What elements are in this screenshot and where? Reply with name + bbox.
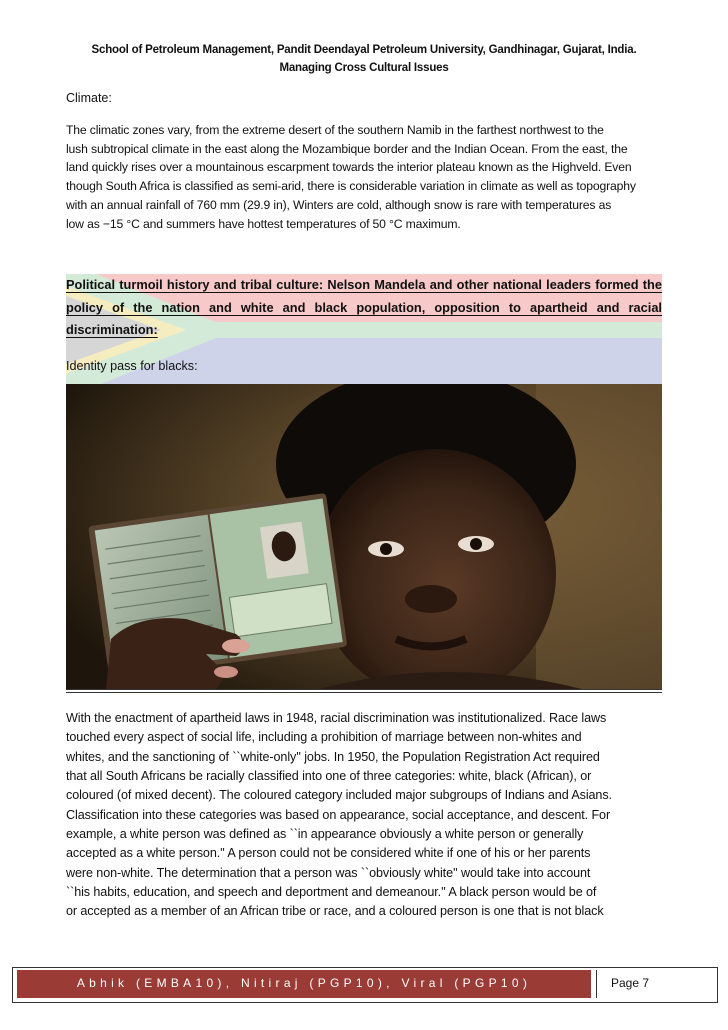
page-number: Page 7 [611,976,650,990]
footer-page-box [596,970,711,998]
text-line: or accepted as a member of an African tribe or race, and a coloured person is one that is not black [66,904,604,919]
identity-pass-photo [66,384,662,690]
text-line: were non-white. The determination that a person was ``obviously white'' would take into account [66,865,591,880]
text-line: that all South Africans be racially classified into one of three categories: white, black (African), or [66,769,592,784]
text-line: accepted as a white person.'' A person could not be considered white if one of his or her parents [66,846,591,861]
footer-authors: Abhik (EMBA10), Nitiraj (PGP10), Viral (PGP10) [76,976,532,990]
text-line: land quickly rises over a mountainous escarpment towards the interior plateau known as the Highveld. Even [66,160,632,175]
text-line: Classification into these categories was based on appearance, social acceptance, and descent. For [66,807,611,822]
text-line: lush subtropical climate in the east along the Mozambique border and the Indian Ocean. From the east, the [66,141,628,156]
text-line: low as −15 °C and summers have hottest temperatures of 50 °C maximum. [66,216,461,231]
text-line: whites, and the sanctioning of ``white-only'' jobs. In 1950, the Population Registration Act required [66,749,600,764]
heading-line: policy of the nation and white and black population, opposition to apartheid and racial [66,299,662,315]
climate-label: Climate: [66,91,112,105]
apartheid-paragraph [66,709,662,922]
political-heading [66,274,662,342]
text-line: With the enactment of apartheid laws in 1948, racial discrimination was institutionalized. Race laws [66,711,607,725]
divider [66,689,662,690]
text-line: with an annual rainfall of 760 mm (29.9 in), Winters are cold, although snow is rare with temperatures as [66,197,612,212]
identity-pass-label: Identity pass for blacks: [66,359,198,373]
text-line: touched every aspect of social life, including a prohibition of marriage between non-whites and [66,730,582,745]
climate-paragraph [66,121,662,233]
text-line: ``his habits, education, and speech and deportment and demeanour.'' A black person would be of [66,885,597,900]
heading-line: Political turmoil history and tribal culture: Nelson Mandela and other national leaders formed the [66,277,662,292]
heading-line: discrimination: [66,322,158,337]
divider [66,692,662,693]
text-line: coloured (of mixed decent). The coloured category included major subgroups of Indians and Asians. [66,788,612,803]
text-line: example, a white person was defined as ``in appearance obviously a white person or generally [66,827,584,842]
text-line: though South Africa is classified as semi-arid, there is considerable variation in climate as well as topography [66,179,636,194]
header-institution: School of Petroleum Management, Pandit Deendayal Petroleum University, Gandhinagar, Gujarat, India. [91,44,637,56]
header-course-title: Managing Cross Cultural Issues [279,62,449,74]
text-line: The climatic zones vary, from the extreme desert of the southern Namib in the farthest northwest to the [66,123,604,137]
